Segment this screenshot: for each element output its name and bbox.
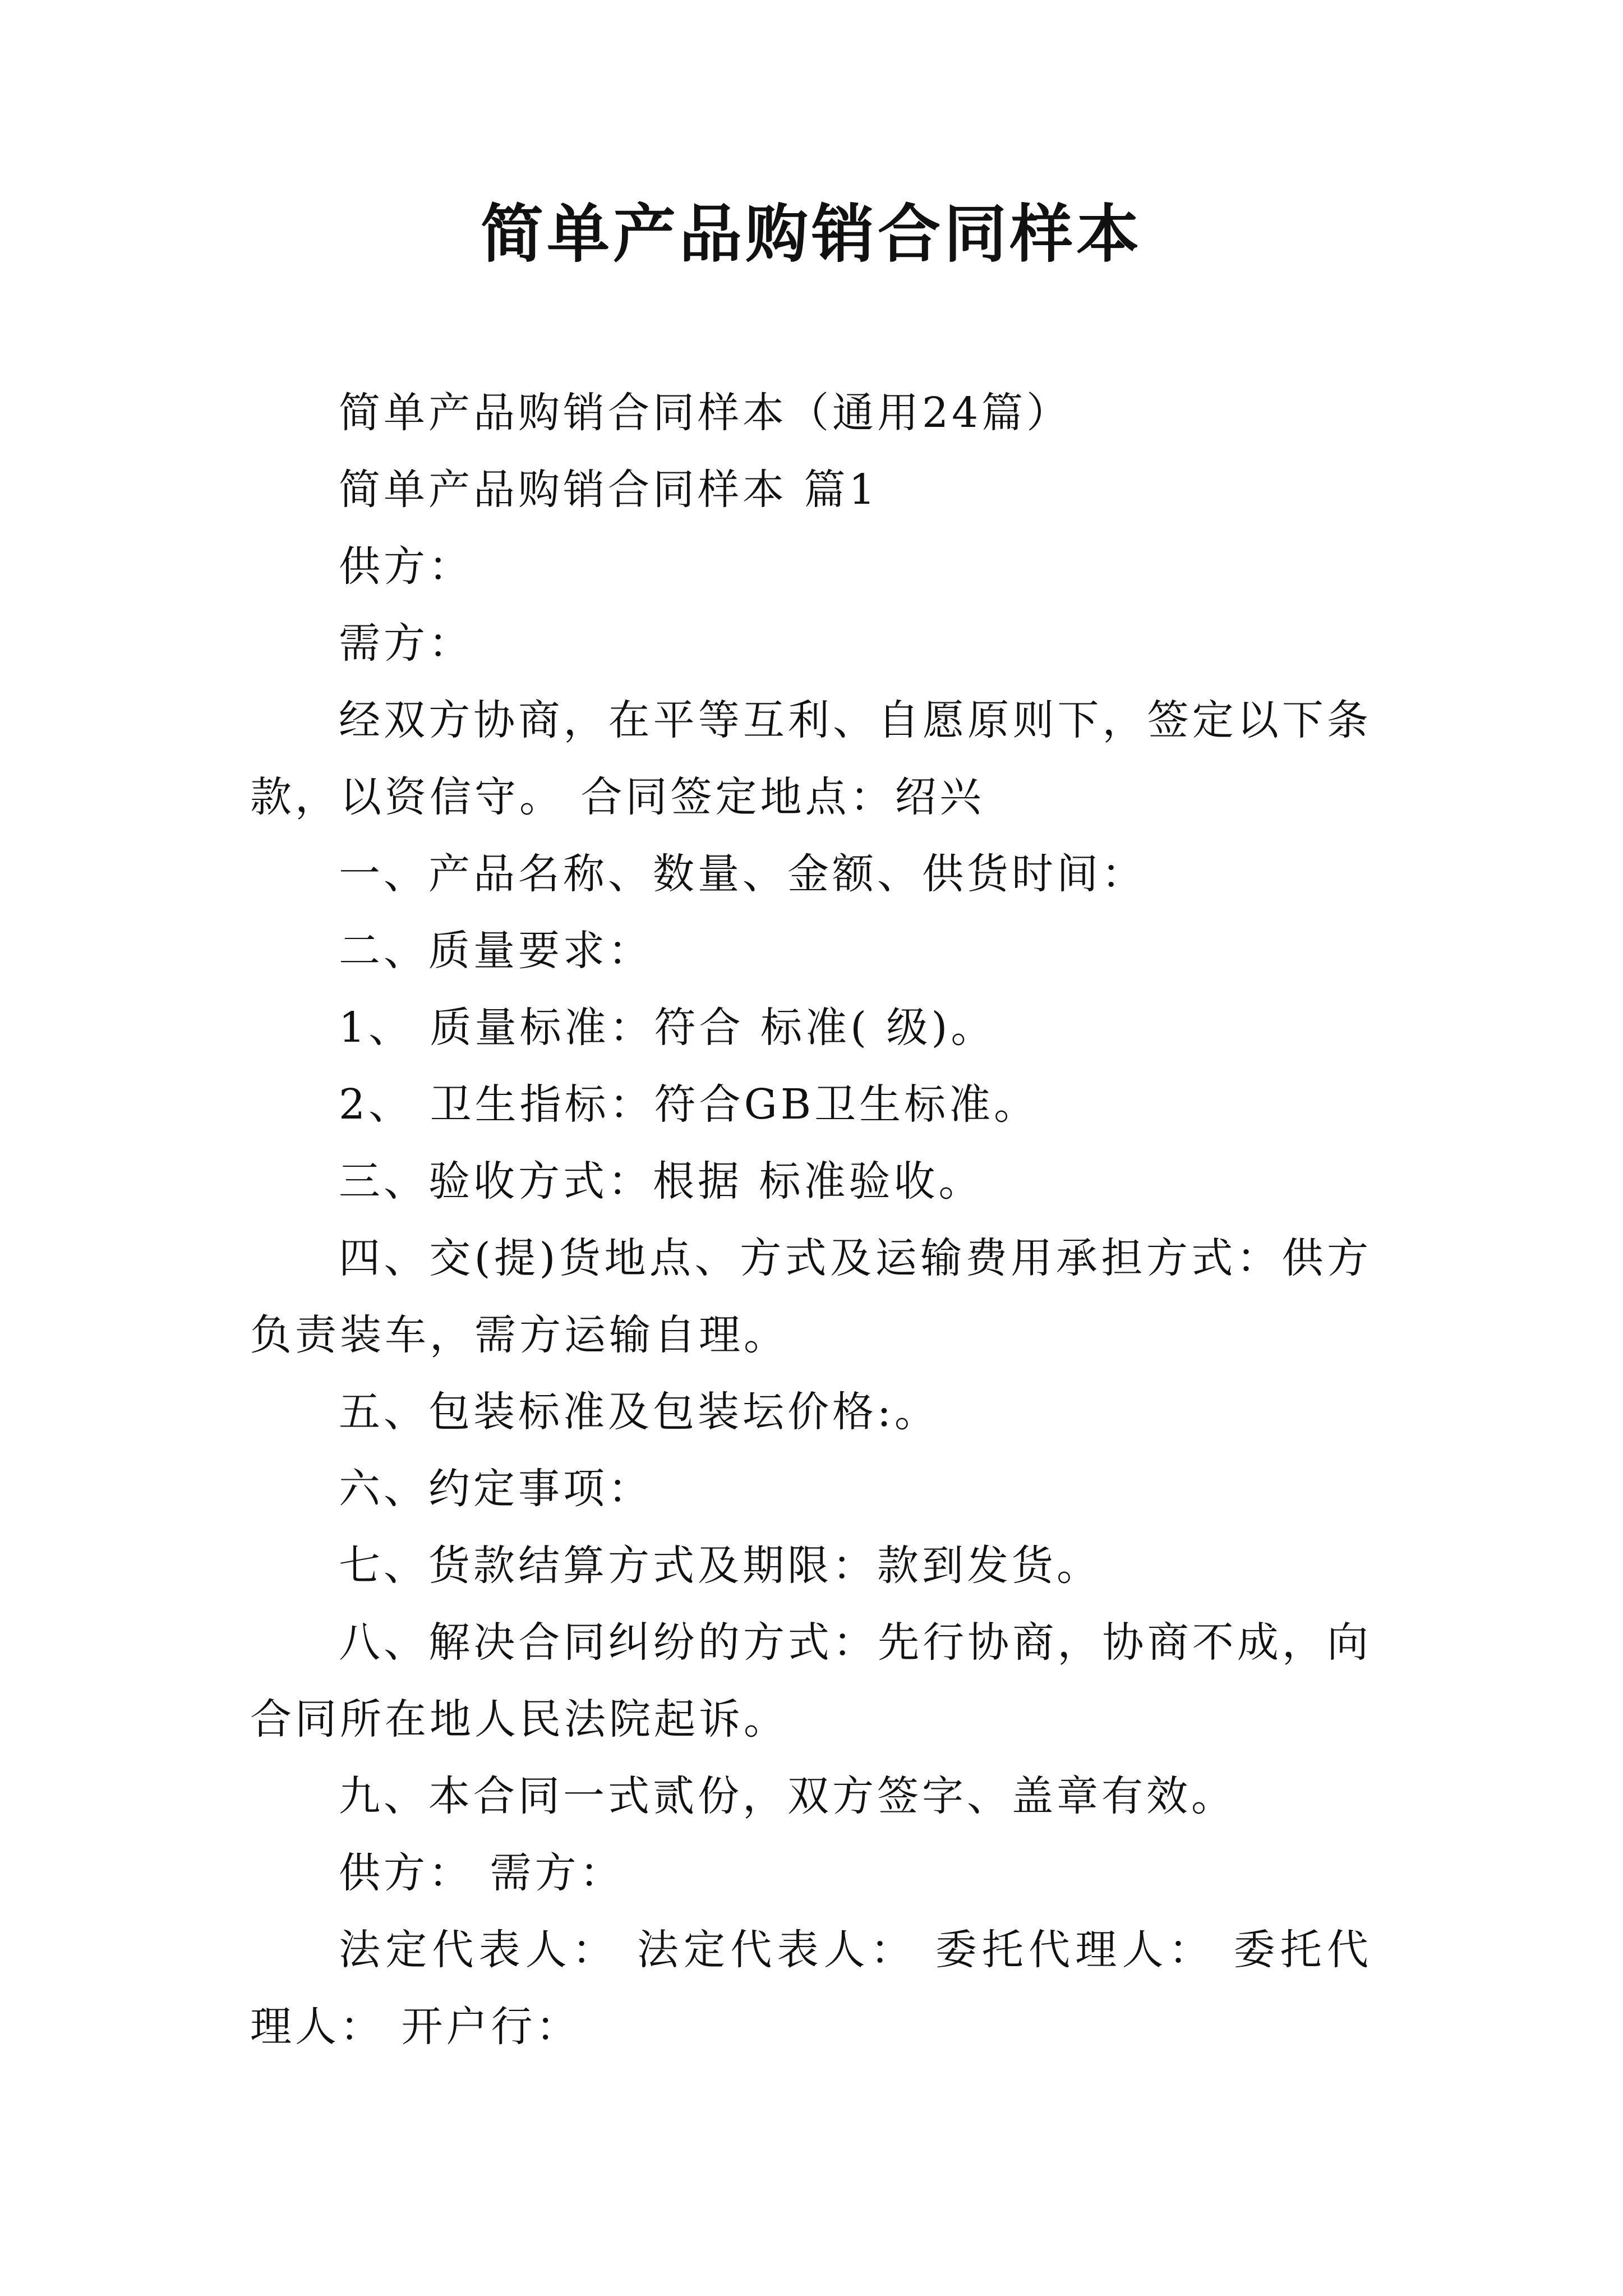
document-title: 简单产品购销合同样本 bbox=[481, 197, 1142, 271]
clause-3: 三、验收方式：根据 标准验收。 bbox=[339, 1157, 984, 1205]
clause-2: 二、质量要求： bbox=[339, 927, 653, 975]
section-heading-paragraph: 简单产品购销合同样本 篇1 bbox=[339, 466, 879, 514]
clause-8: 八、解决合同纠纷的方式：先行协商，协商不成，向合同所在地人民法院起诉。 bbox=[250, 1618, 1372, 1743]
clause-6: 六、约定事项： bbox=[339, 1465, 653, 1513]
subtitle-paragraph: 简单产品购销合同样本（通用24篇） bbox=[339, 389, 1072, 437]
supplier-line: 供方： bbox=[339, 542, 473, 591]
clause-1: 一、产品名称、数量、金额、供货时间： bbox=[339, 850, 1146, 898]
clause-2-item-2: 2、 卫生指标：符合GB卫生标准。 bbox=[339, 1080, 1039, 1129]
document-body bbox=[250, 375, 1372, 2065]
clause-4: 四、交(提)货地点、方式及运输费用承担方式：供方负责装车，需方运输自理。 bbox=[250, 1234, 1372, 1359]
signature-representatives-paragraph: 法定代表人： 法定代表人： 委托代理人： 委托代理人： 开户行： bbox=[250, 1926, 1372, 2051]
signature-parties-line: 供方： 需方： bbox=[339, 1849, 625, 1897]
clause-2-item-1: 1、 质量标准：符合 标准( 级)。 bbox=[339, 1004, 996, 1052]
preamble-paragraph: 经双方协商，在平等互利、自愿原则下，签定以下条款，以资信守。 合同签定地点：绍兴 bbox=[250, 696, 1372, 821]
clause-7: 七、货款结算方式及期限：款到发货。 bbox=[339, 1542, 1101, 1590]
clause-5: 五、包装标准及包装坛价格:。 bbox=[339, 1388, 939, 1436]
clause-9: 九、本合同一式贰份，双方签字、盖章有效。 bbox=[339, 1772, 1236, 1820]
buyer-line: 需方： bbox=[339, 619, 473, 668]
